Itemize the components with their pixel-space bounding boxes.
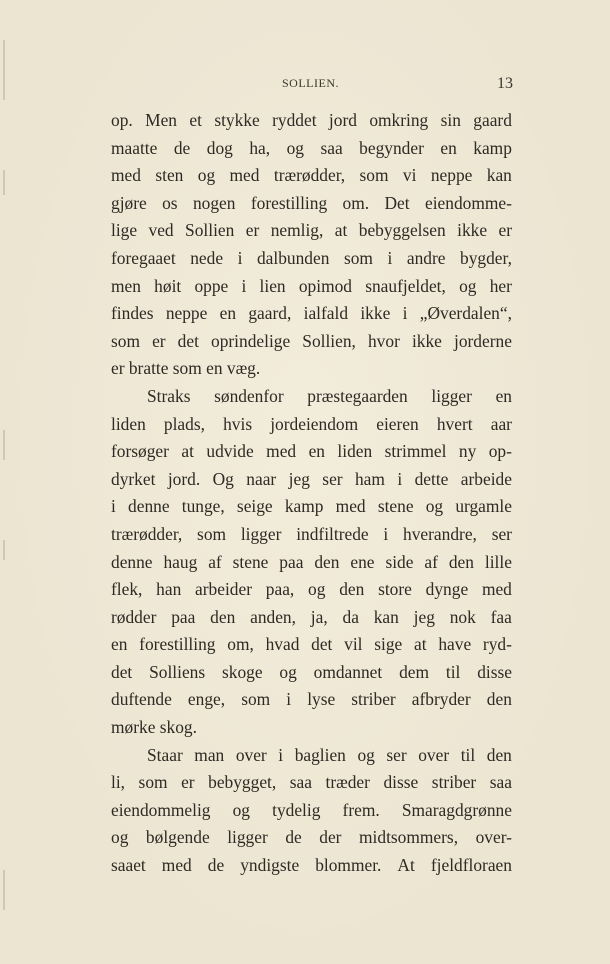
text-line: Staar man over i baglien og ser over til den — [147, 744, 512, 765]
text-line: i denne tunge, seige kamp med stene og urgamle — [111, 496, 512, 517]
text-line: forsøger at udvide med en liden strimmel ny op- — [111, 441, 512, 462]
text-line: op. Men et stykke ryddet jord omkring sin gaard — [111, 110, 512, 130]
text-line: eiendommelig og tydelig frem. Smaragdgrønne — [111, 799, 512, 820]
text-line: flek, han arbeider paa, og den store dynge med — [111, 579, 512, 600]
text-line: er bratte som en væg. — [111, 358, 261, 379]
text-line: men høit oppe i lien opimod snaufjeldet, og her — [111, 275, 512, 296]
page-edge-mark — [3, 430, 5, 460]
text-line: duftende enge, som i lyse striber afbryder den — [111, 689, 512, 710]
page-edge-mark — [3, 170, 5, 195]
page-edge-mark — [3, 540, 5, 560]
text-line: li, som er bebygget, saa træder disse striber saa — [111, 772, 512, 793]
text-line: lige ved Sollien er nemlig, at bebyggelsen ikke er — [111, 220, 512, 241]
text-line: foregaaet nede i dalbunden som i andre bygder, — [111, 247, 512, 268]
text-line: dyrket jord. Og naar jeg ser ham i dette arbeide — [111, 468, 512, 489]
page-number: 13 — [497, 75, 513, 92]
page-edge-mark — [3, 40, 5, 100]
text-line: findes neppe en gaard, ialfald ikke i „Øverdalen“, — [111, 303, 512, 324]
text-line: med sten og med trærødder, som vi neppe kan — [111, 165, 512, 186]
page-edge-mark — [3, 870, 5, 910]
text-line: rødder paa den anden, ja, da kan jeg nok faa — [111, 606, 512, 627]
body-text — [111, 107, 512, 880]
text-line: Straks søndenfor præstegaarden ligger en — [147, 385, 512, 406]
text-line: maatte de dog ha, og saa begynder en kamp — [111, 137, 512, 158]
text-line: en forestilling om, hvad det vil sige at have ryd- — [111, 634, 512, 655]
text-line: som er det oprindelige Sollien, hvor ikke jorderne — [111, 330, 512, 351]
text-line: mørke skog. — [111, 717, 197, 738]
text-line: gjøre os nogen forestilling om. Det eiendomme- — [111, 192, 512, 213]
text-line: denne haug af stene paa den ene side af den lille — [111, 551, 512, 572]
running-head: SOLLIEN. — [282, 76, 339, 90]
text-line: og bølgende ligger de der midtsommers, over- — [111, 827, 512, 848]
text-line: liden plads, hvis jordeiendom eieren hvert aar — [111, 413, 512, 434]
text-line: saaet med de yndigste blommer. At fjeldfloraen — [111, 855, 512, 876]
text-line: trærødder, som ligger indfiltrede i hverandre, ser — [111, 523, 512, 544]
text-line: det Solliens skoge og omdannet dem til disse — [111, 661, 512, 682]
